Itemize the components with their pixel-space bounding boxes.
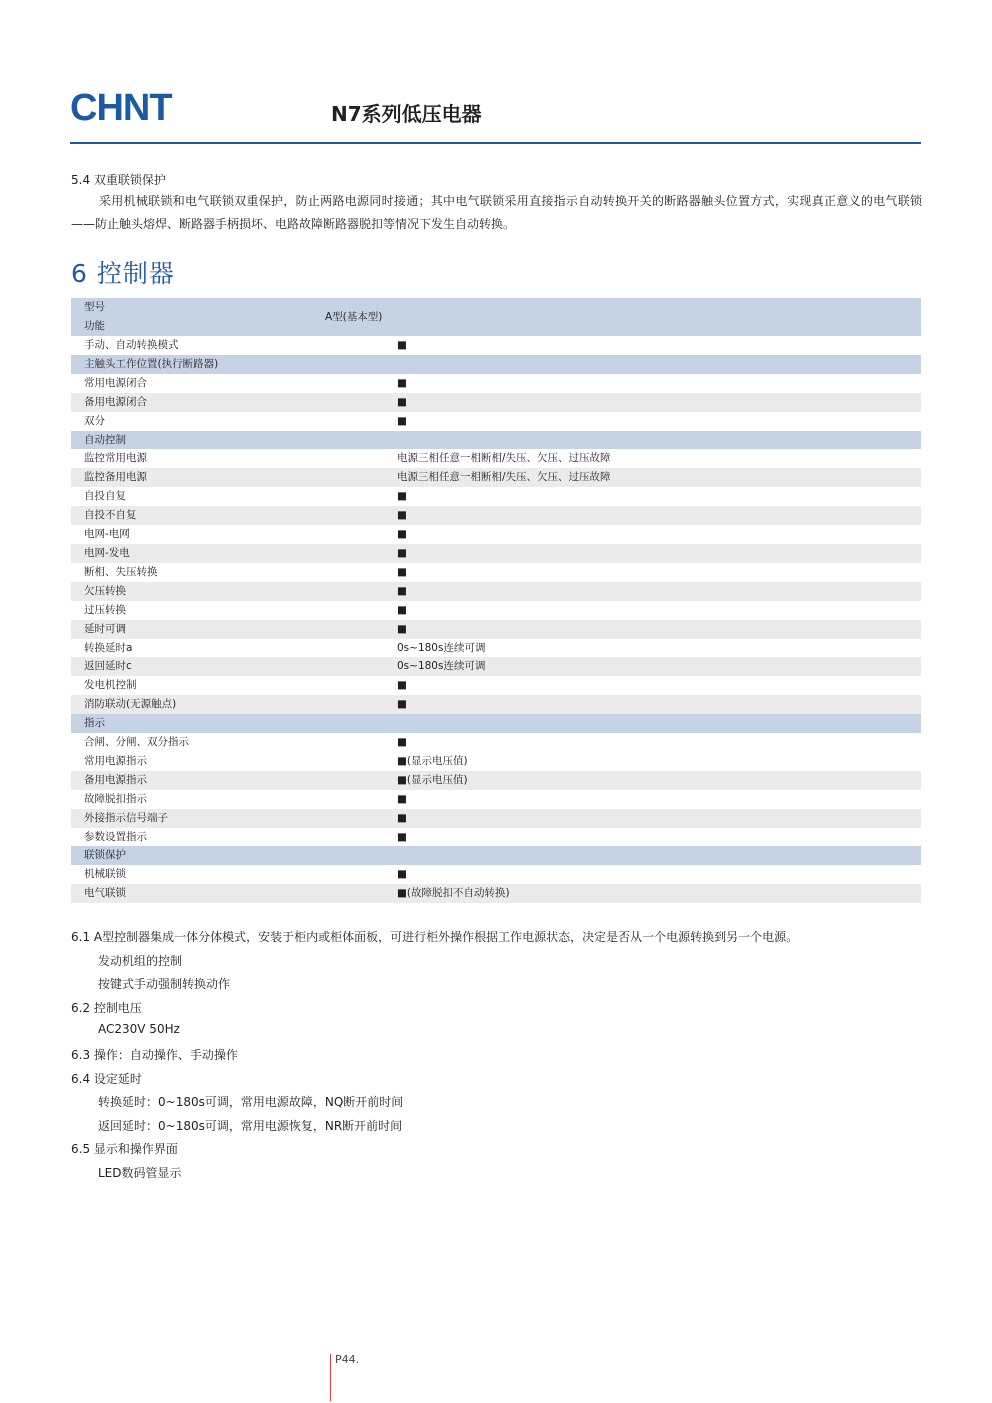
note-6-2-item-a: AC230V 50Hz bbox=[98, 1022, 180, 1036]
row-value bbox=[397, 714, 921, 733]
row-label: 备用电源指示 bbox=[71, 771, 397, 790]
table-row bbox=[71, 449, 921, 468]
table-row bbox=[71, 563, 921, 582]
row-value: ■ bbox=[397, 414, 407, 427]
note-6-5: 6.5 显示和操作界面 bbox=[71, 1142, 178, 1156]
row-label: 合闸、分闸、双分指示 bbox=[84, 736, 189, 749]
page-number: P44. bbox=[335, 1353, 360, 1366]
header-divider bbox=[70, 142, 921, 144]
note-6-2: 6.2 控制电压 bbox=[71, 1001, 142, 1015]
row-label: 发电机控制 bbox=[84, 679, 137, 692]
table-row bbox=[71, 506, 921, 525]
row-label: 自投不自复 bbox=[71, 506, 397, 525]
header-model-label: 型号 bbox=[84, 301, 105, 313]
note-6-4: 6.4 设定延时 bbox=[71, 1072, 142, 1086]
table-row bbox=[71, 336, 921, 355]
row-value: 电源三相任意一相断相/失压、欠压、过压故障 bbox=[397, 468, 921, 487]
row-label: 参数设置指示 bbox=[84, 830, 147, 843]
row-value: ■ bbox=[397, 506, 921, 525]
row-label: 故障脱扣指示 bbox=[84, 792, 147, 805]
row-value: ■ bbox=[397, 809, 921, 828]
table-group-row bbox=[71, 846, 921, 865]
row-value: ■ bbox=[397, 565, 407, 578]
row-value: 0s~180s连续可调 bbox=[397, 657, 921, 676]
section-5-4-heading: 5.4 双重联锁保护 bbox=[71, 173, 166, 187]
note-6-1-item-a: 发动机组的控制 bbox=[98, 954, 183, 968]
row-value: ■(显示电压值) bbox=[397, 771, 921, 790]
row-value: ■ bbox=[397, 544, 921, 563]
row-value: ■ bbox=[397, 603, 407, 616]
row-label: 返回延时c bbox=[71, 657, 397, 676]
row-label: 电网-发电 bbox=[71, 544, 397, 563]
table-row bbox=[71, 412, 921, 431]
row-value: ■ bbox=[397, 620, 921, 639]
section-5-4-paragraph: 采用机械联锁和电气联锁双重保护，防止两路电源同时接通；其中电气联锁采用直接指示自动转换开关的断路器触头位置方式，实现真正意义的电气联锁——防止触头熔焊、断路器手柄损坏、电路故障断路器脱扣等情况下发生自动转换。 bbox=[71, 194, 922, 231]
row-label: 手动、自动转换模式 bbox=[84, 339, 179, 351]
row-value: ■ bbox=[397, 376, 407, 389]
controller-spec-table bbox=[71, 298, 921, 903]
table-row bbox=[71, 828, 921, 847]
table-group-row bbox=[71, 355, 921, 374]
row-value: ■ bbox=[397, 736, 407, 749]
header-function-label: 功能 bbox=[84, 320, 105, 332]
row-value bbox=[397, 355, 921, 374]
table-row bbox=[71, 639, 921, 658]
group-label: 主触头工作位置(执行断路器) bbox=[71, 355, 397, 374]
row-label: 监控常用电源 bbox=[84, 452, 147, 465]
table-row bbox=[71, 525, 921, 544]
table-row bbox=[71, 393, 921, 412]
group-label: 指示 bbox=[71, 714, 397, 733]
row-value: ■ bbox=[397, 393, 921, 412]
chint-logo: CHNT bbox=[70, 87, 172, 129]
row-label: 断相、失压转换 bbox=[84, 565, 158, 578]
table-row bbox=[71, 487, 921, 506]
row-label: 电气联锁 bbox=[71, 884, 397, 903]
row-label: 机械联锁 bbox=[84, 868, 126, 881]
chapter-title: 6 控制器 bbox=[71, 259, 175, 288]
note-6-1-item-b: 按键式手动强制转换动作 bbox=[98, 977, 231, 991]
table-row bbox=[71, 544, 921, 563]
row-value: ■ bbox=[397, 830, 407, 843]
row-value: ■ bbox=[397, 582, 921, 601]
row-value: 0s~180s连续可调 bbox=[397, 641, 486, 654]
row-label: 常用电源闭合 bbox=[84, 376, 147, 389]
row-value: ■ bbox=[397, 490, 407, 503]
table-row bbox=[71, 676, 921, 695]
row-label: 延时可调 bbox=[71, 620, 397, 639]
note-6-4-item-b: 返回延时：0~180s可调，常用电源恢复，NR断开前时间 bbox=[98, 1119, 403, 1133]
row-label: 电网-电网 bbox=[84, 528, 130, 541]
table-row bbox=[71, 620, 921, 639]
row-label: 外接指示信号端子 bbox=[71, 809, 397, 828]
table-row bbox=[71, 601, 921, 620]
row-label: 常用电源指示 bbox=[84, 754, 147, 767]
table-row bbox=[71, 657, 921, 676]
row-label: 转换延时a bbox=[84, 641, 133, 654]
row-value bbox=[397, 846, 921, 865]
note-6-5-item-a: LED数码管显示 bbox=[98, 1166, 182, 1180]
note-6-3: 6.3 操作：自动操作、手动操作 bbox=[71, 1048, 238, 1062]
header-type-a bbox=[325, 298, 921, 336]
header-type-a-label: A型(基本型) bbox=[325, 310, 383, 323]
row-value: ■ bbox=[397, 695, 921, 714]
row-label: 双分 bbox=[84, 414, 105, 427]
table-group-row bbox=[71, 714, 921, 733]
table-row bbox=[71, 865, 921, 884]
note-6-4-item-a: 转换延时：0~180s可调，常用电源故障，NQ断开前时间 bbox=[98, 1095, 404, 1109]
table-row bbox=[71, 468, 921, 487]
note-6-1: 6.1 A型控制器集成一体分体模式，安装于柜内或柜体面板，可进行柜外操作根据工作电源状态，决定是否从一个电源转换到另一个电源。 bbox=[71, 930, 799, 944]
group-label: 自动控制 bbox=[71, 431, 397, 450]
table-row bbox=[71, 884, 921, 903]
row-value: ■ bbox=[397, 679, 407, 692]
row-label: 监控备用电源 bbox=[71, 468, 397, 487]
table-header-row bbox=[71, 298, 921, 336]
table-row bbox=[71, 790, 921, 809]
row-label: 备用电源闭合 bbox=[71, 393, 397, 412]
series-title: N7系列低压电器 bbox=[331, 102, 482, 126]
table-row bbox=[71, 733, 921, 752]
table-row bbox=[71, 752, 921, 771]
table-row bbox=[71, 809, 921, 828]
row-label: 欠压转换 bbox=[71, 582, 397, 601]
table-row bbox=[71, 582, 921, 601]
row-value: ■ bbox=[397, 528, 407, 541]
row-value: ■ bbox=[397, 339, 407, 351]
table-row bbox=[71, 695, 921, 714]
row-value bbox=[397, 431, 921, 450]
row-value: ■ bbox=[397, 792, 407, 805]
row-value: 电源三相任意一相断相/失压、欠压、过压故障 bbox=[397, 452, 611, 465]
table-row bbox=[71, 771, 921, 790]
row-label: 消防联动(无源触点) bbox=[71, 695, 397, 714]
group-label: 联锁保护 bbox=[71, 846, 397, 865]
row-label: 自投自复 bbox=[84, 490, 126, 503]
footer-divider bbox=[330, 1354, 331, 1401]
row-label: 过压转换 bbox=[84, 603, 126, 616]
row-value: ■(显示电压值) bbox=[397, 754, 468, 767]
table-row bbox=[71, 374, 921, 393]
row-value: ■ bbox=[397, 868, 407, 881]
row-value: ■(故障脱扣不自动转换) bbox=[397, 884, 921, 903]
table-group-row bbox=[71, 431, 921, 450]
